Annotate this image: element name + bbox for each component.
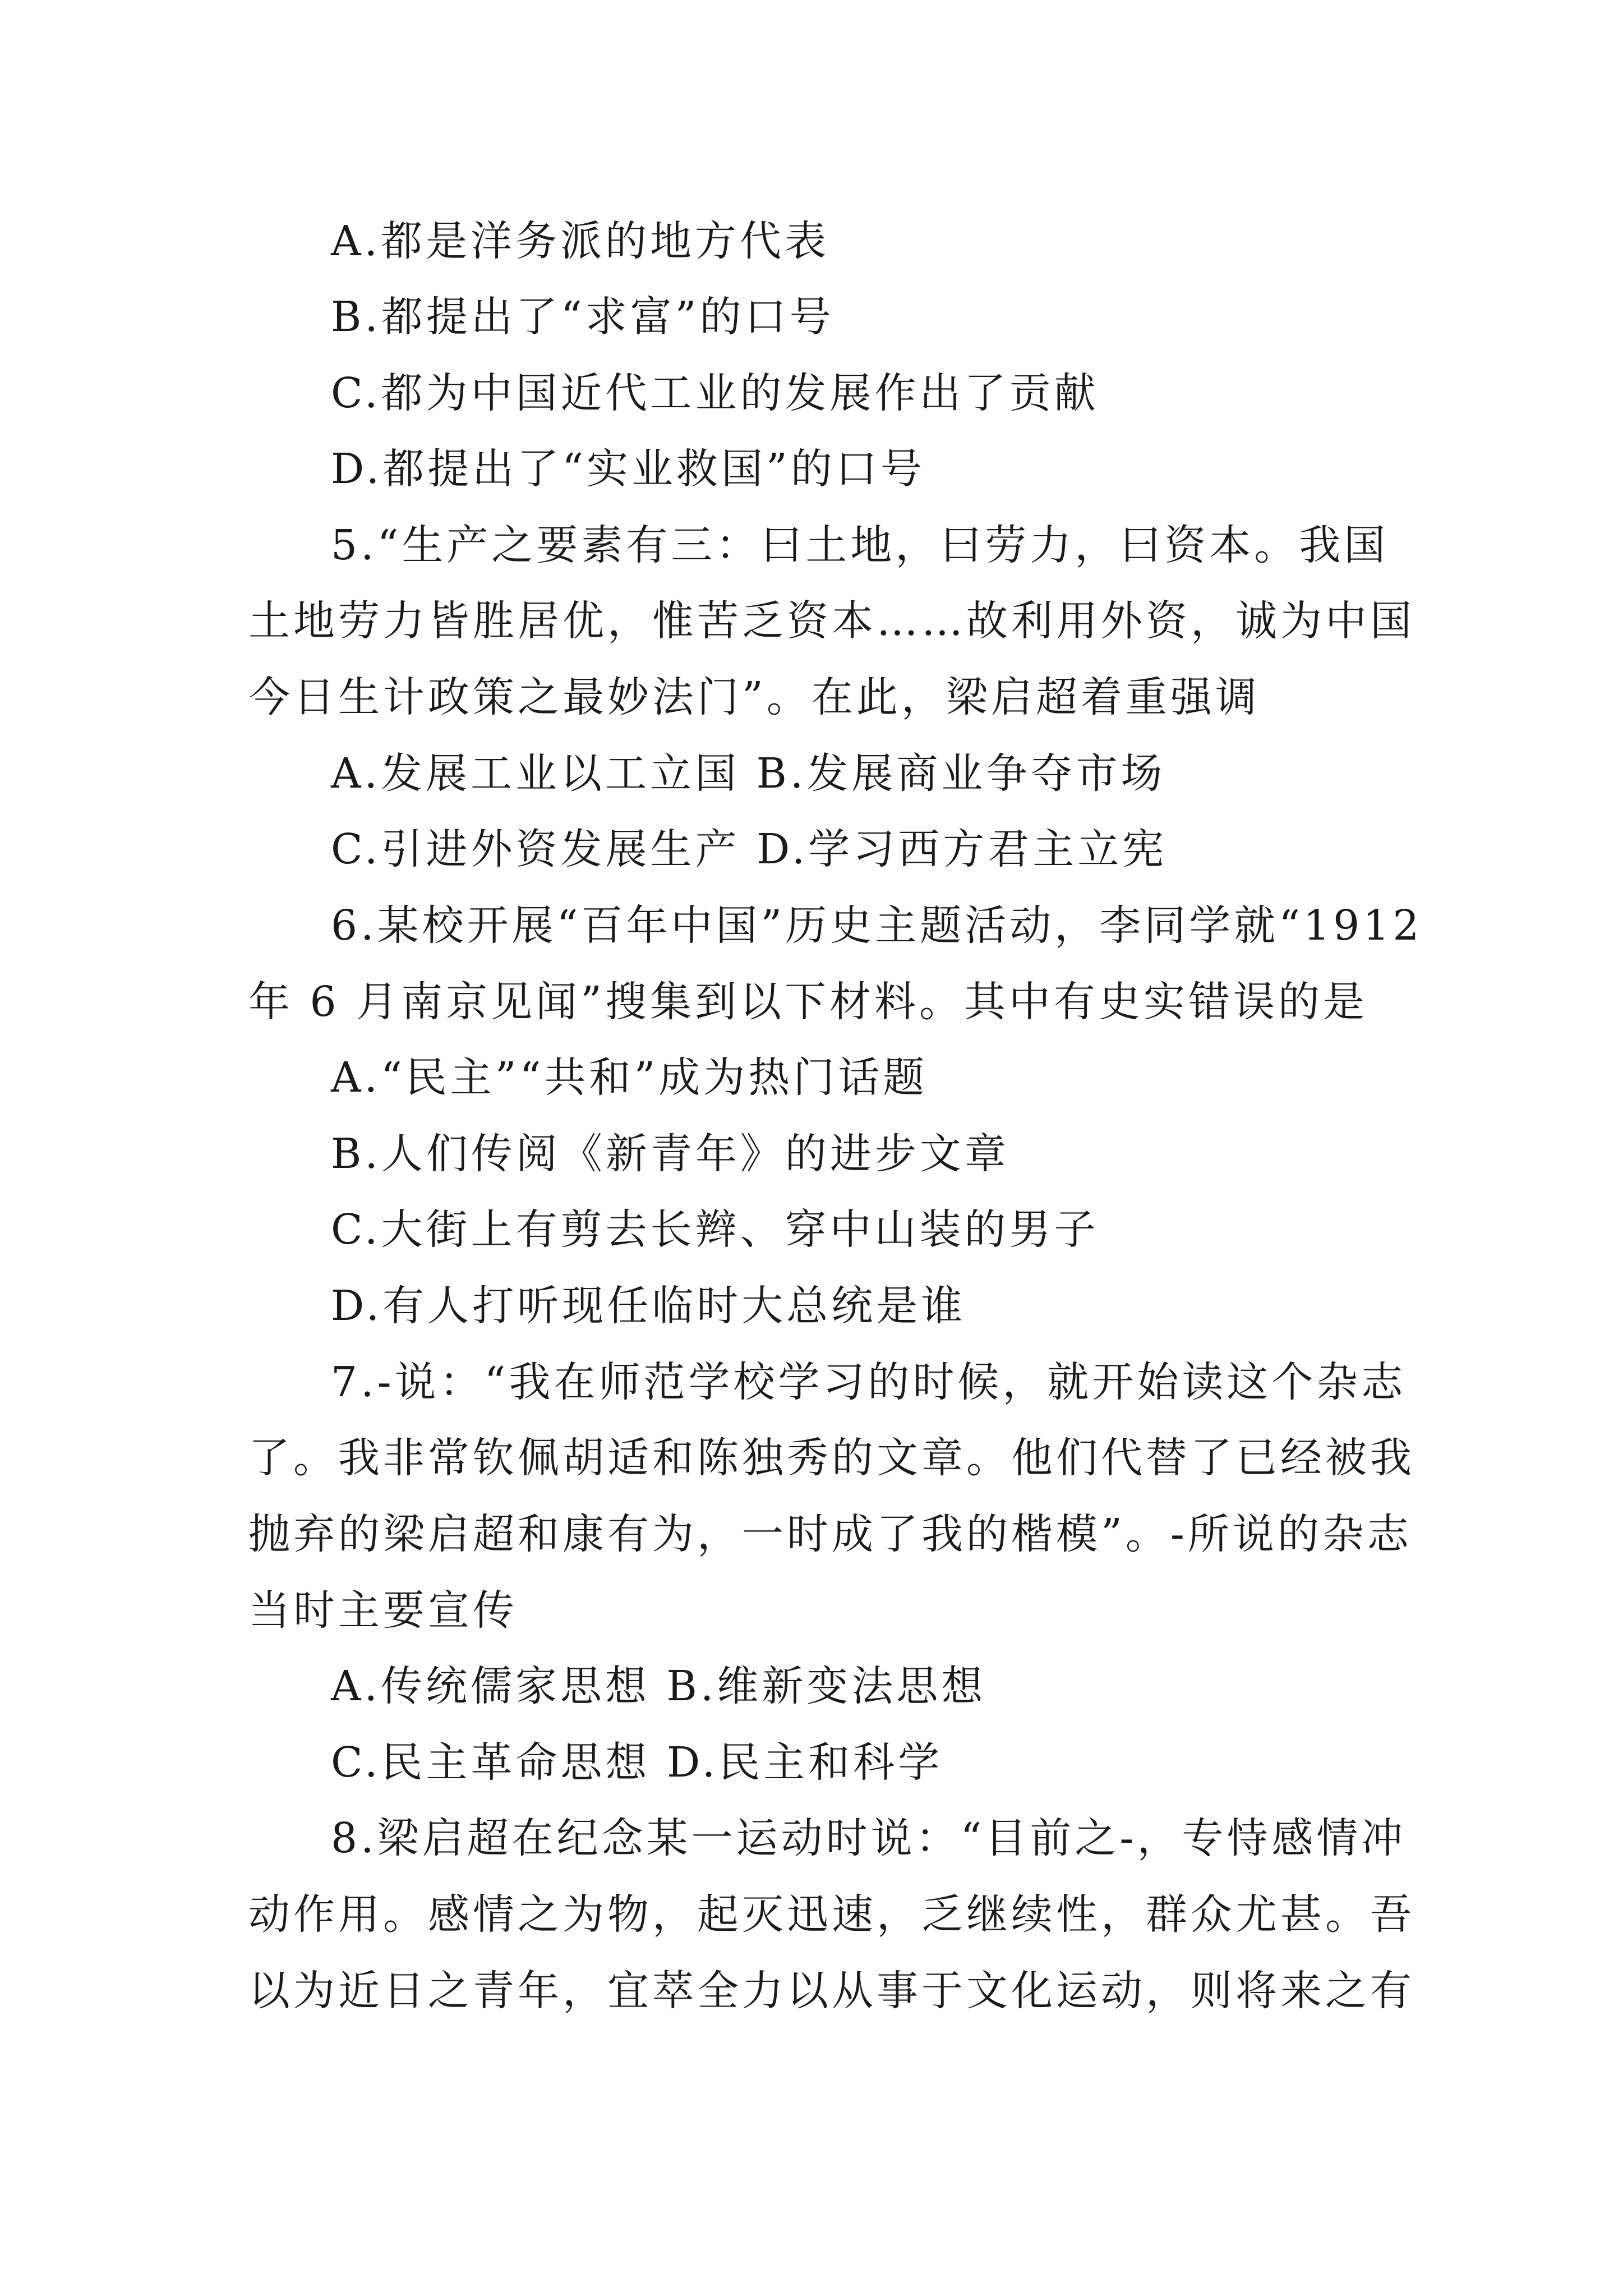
q8-stem-line-2: 动作用。感情之为物，起灭迅速，乏继续性，群众尤甚。吾 <box>248 1890 1415 1939</box>
q8-stem-line-3: 以为近日之青年，宜萃全力以从事于文化运动，则将来之有 <box>248 1967 1415 2015</box>
q5-options-ab: A.发展工业以工立国 B.发展商业争夺市场 <box>331 749 1166 798</box>
q4-option-d: D.都提出了“实业救国”的口号 <box>331 445 925 493</box>
q8-stem-line-1: 8.梁启超在纪念某一运动时说：“目前之-，专恃感情冲 <box>331 1814 1407 1862</box>
q6-option-a: A.“民主”“共和”成为热门话题 <box>331 1053 928 1102</box>
q6-option-b: B.人们传阅《新青年》的进步文章 <box>331 1130 1009 1178</box>
q4-option-b: B.都提出了“求富”的口号 <box>331 293 834 341</box>
q4-option-a: A.都是洋务派的地方代表 <box>331 217 829 265</box>
q5-stem-line-3: 今日生计政策之最妙法门”。在此，梁启超着重强调 <box>248 673 1260 721</box>
q7-stem-line-1: 7.-说：“我在师范学校学习的时候，就开始读这个杂志 <box>331 1358 1407 1406</box>
q5-options-cd: C.引进外资发展生产 D.学习西方君主立宪 <box>331 825 1168 873</box>
q7-stem-line-3: 抛弃的梁启超和康有为，一时成了我的楷模”。-所说的杂志 <box>248 1510 1412 1558</box>
q4-option-c: C.都为中国近代工业的发展作出了贡献 <box>331 369 1099 417</box>
q6-stem-line-1: 6.某校开展“百年中国”历史主题活动，李同学就“1912 <box>331 901 1423 950</box>
q7-stem-line-2: 了。我非常钦佩胡适和陈独秀的文章。他们代替了已经被我 <box>248 1434 1415 1482</box>
q7-stem-line-4: 当时主要宣传 <box>248 1586 518 1635</box>
q6-option-d: D.有人打听现任临时大总统是谁 <box>331 1282 966 1330</box>
q7-options-cd: C.民主革命思想 D.民主和科学 <box>331 1738 943 1787</box>
q6-option-c: C.大街上有剪去长辫、穿中山装的男子 <box>331 1205 1099 1254</box>
q7-options-ab: A.传统儒家思想 B.维新变法思想 <box>331 1662 986 1710</box>
q5-stem-line-1: 5.“生产之要素有三：曰土地，曰劳力，曰资本。我国 <box>331 521 1389 569</box>
q5-stem-line-2: 土地劳力皆胜居优，惟苦乏资本……故利用外资，诚为中国 <box>248 597 1415 645</box>
q6-stem-line-2: 年 6 月南京见闻”搜集到以下材料。其中有史实错误的是 <box>248 978 1368 1026</box>
